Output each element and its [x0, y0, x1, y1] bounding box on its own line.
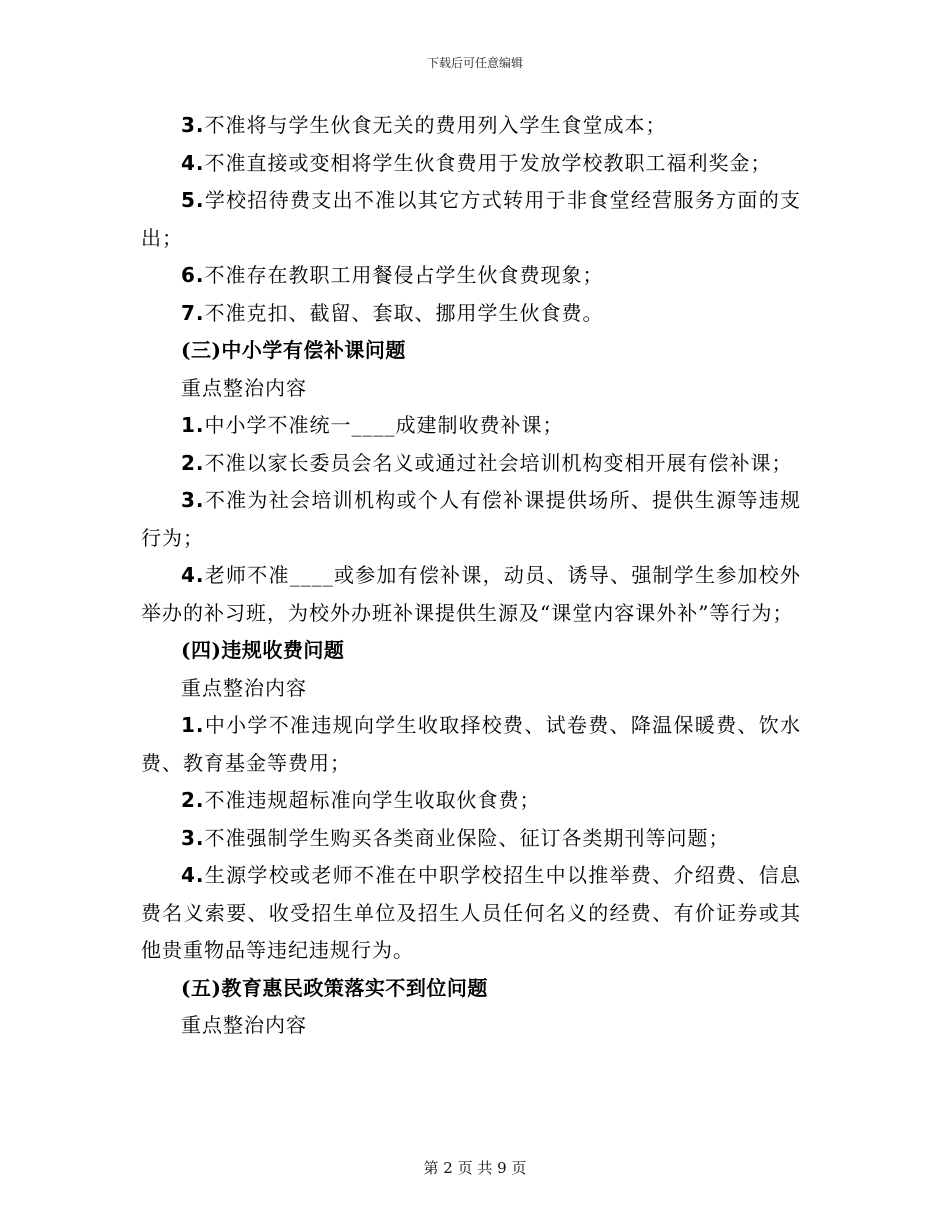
section-heading: (三)中小学有偿补课问题	[181, 338, 406, 362]
item-text: 不准违规超标准向学生收取伙食费；	[204, 788, 541, 812]
list-item	[141, 145, 801, 183]
list-item	[141, 857, 801, 970]
section-subheading: 重点整治内容	[181, 675, 307, 700]
item-number: 2.	[181, 450, 205, 475]
list-item	[141, 257, 801, 295]
list-item	[141, 407, 801, 445]
item-number: 1.	[181, 713, 205, 737]
list-item	[141, 182, 801, 257]
item-text: 不准强制学生购买各类商业保险、征订各类期刊等问题；	[204, 825, 730, 850]
item-text: 不准存在教职工用餐侵占学生伙食费现象；	[204, 263, 604, 287]
item-text: 学校招待费支出不准以其它方式转用于非食堂经营服务方面的支出；	[141, 188, 801, 250]
item-text: 生源学校或老师不准在中职学校招生中以推举费、介绍费、信息费名义索要、收受招生单位及招生人员任何名义的经费、有价证券或其他贵重物品等违纪违规行为。	[141, 863, 801, 962]
item-number: 3.	[181, 825, 205, 850]
list-item	[141, 820, 801, 858]
item-number: 6.	[181, 263, 205, 287]
section-heading: (五)教育惠民政策落实不到位问题	[181, 975, 488, 1000]
list-item	[141, 557, 801, 632]
item-number: 1.	[181, 413, 205, 437]
list-item	[141, 482, 801, 557]
list-item	[141, 782, 801, 820]
item-text: 不准直接或变相将学生伙食费用于发放学校教职工福利奖金；	[204, 150, 772, 175]
item-text: 中小学不准统一____成建制收费补课；	[204, 413, 564, 437]
item-text: 不准克扣、截留、套取、挪用学生伙食费。	[204, 300, 604, 325]
item-text: 老师不准____或参加有偿补课，动员、诱导、强制学生参加校外举办的补习班，为校外办班补课提供生源及“课堂内容课外补”等行为；	[141, 563, 801, 625]
item-number: 4.	[181, 563, 205, 587]
item-text: 不准以家长委员会名义或通过社会培训机构变相开展有偿补课；	[204, 450, 793, 475]
list-item	[141, 107, 801, 145]
page-number-footer: 第 2 页 共 9 页	[423, 1159, 527, 1177]
list-item	[141, 707, 801, 782]
list-item	[141, 445, 801, 483]
list-item	[141, 295, 801, 333]
section-subheading: 重点整治内容	[181, 1013, 307, 1037]
item-number: 5.	[181, 188, 205, 212]
item-number: 4.	[181, 863, 205, 887]
item-number: 3.	[181, 113, 205, 137]
item-text: 中小学不准违规向学生收取择校费、试卷费、降温保暖费、饮水费、教育基金等费用；	[141, 713, 801, 775]
section-subheading: 重点整治内容	[181, 375, 307, 400]
item-text: 不准为社会培训机构或个人有偿补课提供场所、提供生源等违规行为；	[141, 488, 801, 550]
item-text: 不准将与学生伙食无关的费用列入学生食堂成本；	[204, 113, 667, 137]
item-number: 7.	[181, 300, 205, 325]
page-header-note: 下载后可任意编辑	[426, 56, 523, 70]
item-number: 3.	[181, 488, 205, 512]
document-body	[141, 107, 801, 1045]
item-number: 4.	[181, 150, 205, 175]
section-heading: (四)违规收费问题	[181, 638, 345, 662]
item-number: 2.	[181, 788, 205, 812]
